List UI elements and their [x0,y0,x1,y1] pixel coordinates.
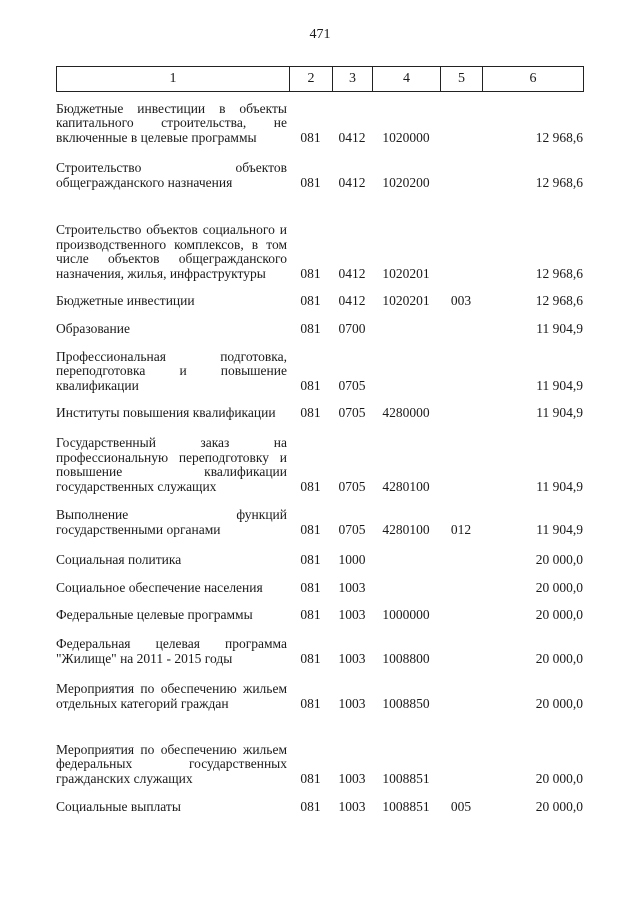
row-ved: 081 [300,606,321,622]
row-name: Бюджетные инвестиции [56,292,195,308]
column-header-sum: 6 [483,67,584,92]
table-row [56,666,583,711]
row-ved: 081 [300,129,321,145]
table-row [56,567,583,595]
row-sum: 12 968,6 [535,265,583,281]
column-header-table [56,66,584,92]
row-csr: 4280000 [382,404,430,420]
row-name: Социальное обеспечение населения [56,579,263,595]
row-csr: 4280100 [382,478,430,494]
row-csr: 4280100 [382,521,430,537]
row-name: Образование [56,320,130,336]
row-vr: 012 [450,521,472,537]
row-rz: 0412 [338,292,366,308]
column-header-name: 1 [57,67,290,92]
row-rz: 0412 [338,265,366,281]
table-row [56,336,583,393]
table-row [56,145,583,190]
column-header-row [57,67,584,92]
row-rz: 1003 [338,695,366,711]
row-sum: 20 000,0 [535,770,583,786]
row-csr: 1000000 [382,606,430,622]
row-csr: 1020201 [382,265,430,281]
column-header-vr: 5 [441,67,483,92]
row-ved: 081 [300,174,321,190]
row-csr: 1008851 [382,770,430,786]
table-row [56,98,583,145]
row-name: Социальные выплаты [56,798,181,814]
table-row [56,494,583,537]
column-header-ved: 2 [290,67,333,92]
table-row [56,537,583,567]
table-row [56,786,583,814]
row-ved: 081 [300,579,321,595]
row-name: Профессиональная подготовка, переподготовка и повышение квалификации [56,348,287,393]
row-name: Федеральная целевая программа "Жилище" на 2011 - 2015 годы [56,636,287,666]
row-name: Строительство объектов социального и производственного комплексов, в том числе объектов общегражданского назначения, жилья, инфраструктуры [56,222,287,281]
budget-table-body [56,98,583,814]
table-row [56,308,583,336]
row-name: Бюджетные инвестиции в объекты капитального строительства, не включенные в целевые программы [56,100,287,145]
column-header-csr: 4 [373,67,441,92]
row-sum: 11 904,9 [536,521,583,537]
row-sum: 20 000,0 [535,695,583,711]
table-row [56,595,583,622]
row-name: Строительство объектов общегражданского назначения [56,160,287,190]
row-sum: 11 904,9 [536,404,583,420]
row-rz: 1003 [338,606,366,622]
row-sum: 20 000,0 [535,551,583,567]
row-rz: 0700 [338,320,366,336]
row-rz: 1003 [338,579,366,595]
row-vr: 005 [450,798,472,814]
row-ved: 081 [300,404,321,420]
row-sum: 20 000,0 [535,579,583,595]
row-rz: 1003 [338,770,366,786]
row-csr: 1008800 [382,650,430,666]
row-ved: 081 [300,292,321,308]
column-header-rz: 3 [333,67,373,92]
row-ved: 081 [300,478,321,494]
row-vr: 003 [450,292,472,308]
row-sum: 11 904,9 [536,377,583,393]
page-number: 471 [309,27,331,42]
row-csr: 1020200 [382,174,430,190]
row-sum: 11 904,9 [536,320,583,336]
row-csr: 1008851 [382,798,430,814]
row-name: Государственный заказ на профессиональную переподготовку и повышение квалификации государственных служащих [56,435,287,494]
row-name: Выполнение функций государственными органами [56,507,287,537]
row-ved: 081 [300,521,321,537]
row-ved: 081 [300,320,321,336]
table-row [56,281,583,308]
row-ved: 081 [300,377,321,393]
row-name: Мероприятия по обеспечению жильем отдельных категорий граждан [56,681,287,711]
row-csr: 1020000 [382,129,430,145]
row-rz: 0705 [338,377,366,393]
table-row [56,711,583,786]
row-rz: 1003 [338,798,366,814]
row-sum: 11 904,9 [536,478,583,494]
row-ved: 081 [300,770,321,786]
row-sum: 12 968,6 [535,292,583,308]
row-ved: 081 [300,265,321,281]
row-rz: 1003 [338,650,366,666]
row-rz: 0705 [338,404,366,420]
row-sum: 20 000,0 [535,798,583,814]
row-rz: 1000 [338,551,366,567]
row-name: Социальная политика [56,551,182,567]
row-ved: 081 [300,551,321,567]
table-row [56,622,583,666]
row-sum: 20 000,0 [535,650,583,666]
row-sum: 12 968,6 [535,129,583,145]
table-row [56,190,583,281]
row-csr: 1008850 [382,695,430,711]
row-name: Мероприятия по обеспечению жильем федеральных государственных гражданских служащих [56,741,287,786]
row-name: Федеральные целевые программы [56,606,253,622]
row-ved: 081 [300,650,321,666]
row-ved: 081 [300,798,321,814]
row-rz: 0705 [338,478,366,494]
row-rz: 0705 [338,521,366,537]
row-name: Институты повышения квалификации [56,404,276,420]
table-row [56,420,583,494]
row-sum: 20 000,0 [535,606,583,622]
row-csr: 1020201 [382,292,430,308]
row-rz: 0412 [338,129,366,145]
row-sum: 12 968,6 [535,174,583,190]
row-rz: 0412 [338,174,366,190]
row-ved: 081 [300,695,321,711]
table-row [56,393,583,420]
